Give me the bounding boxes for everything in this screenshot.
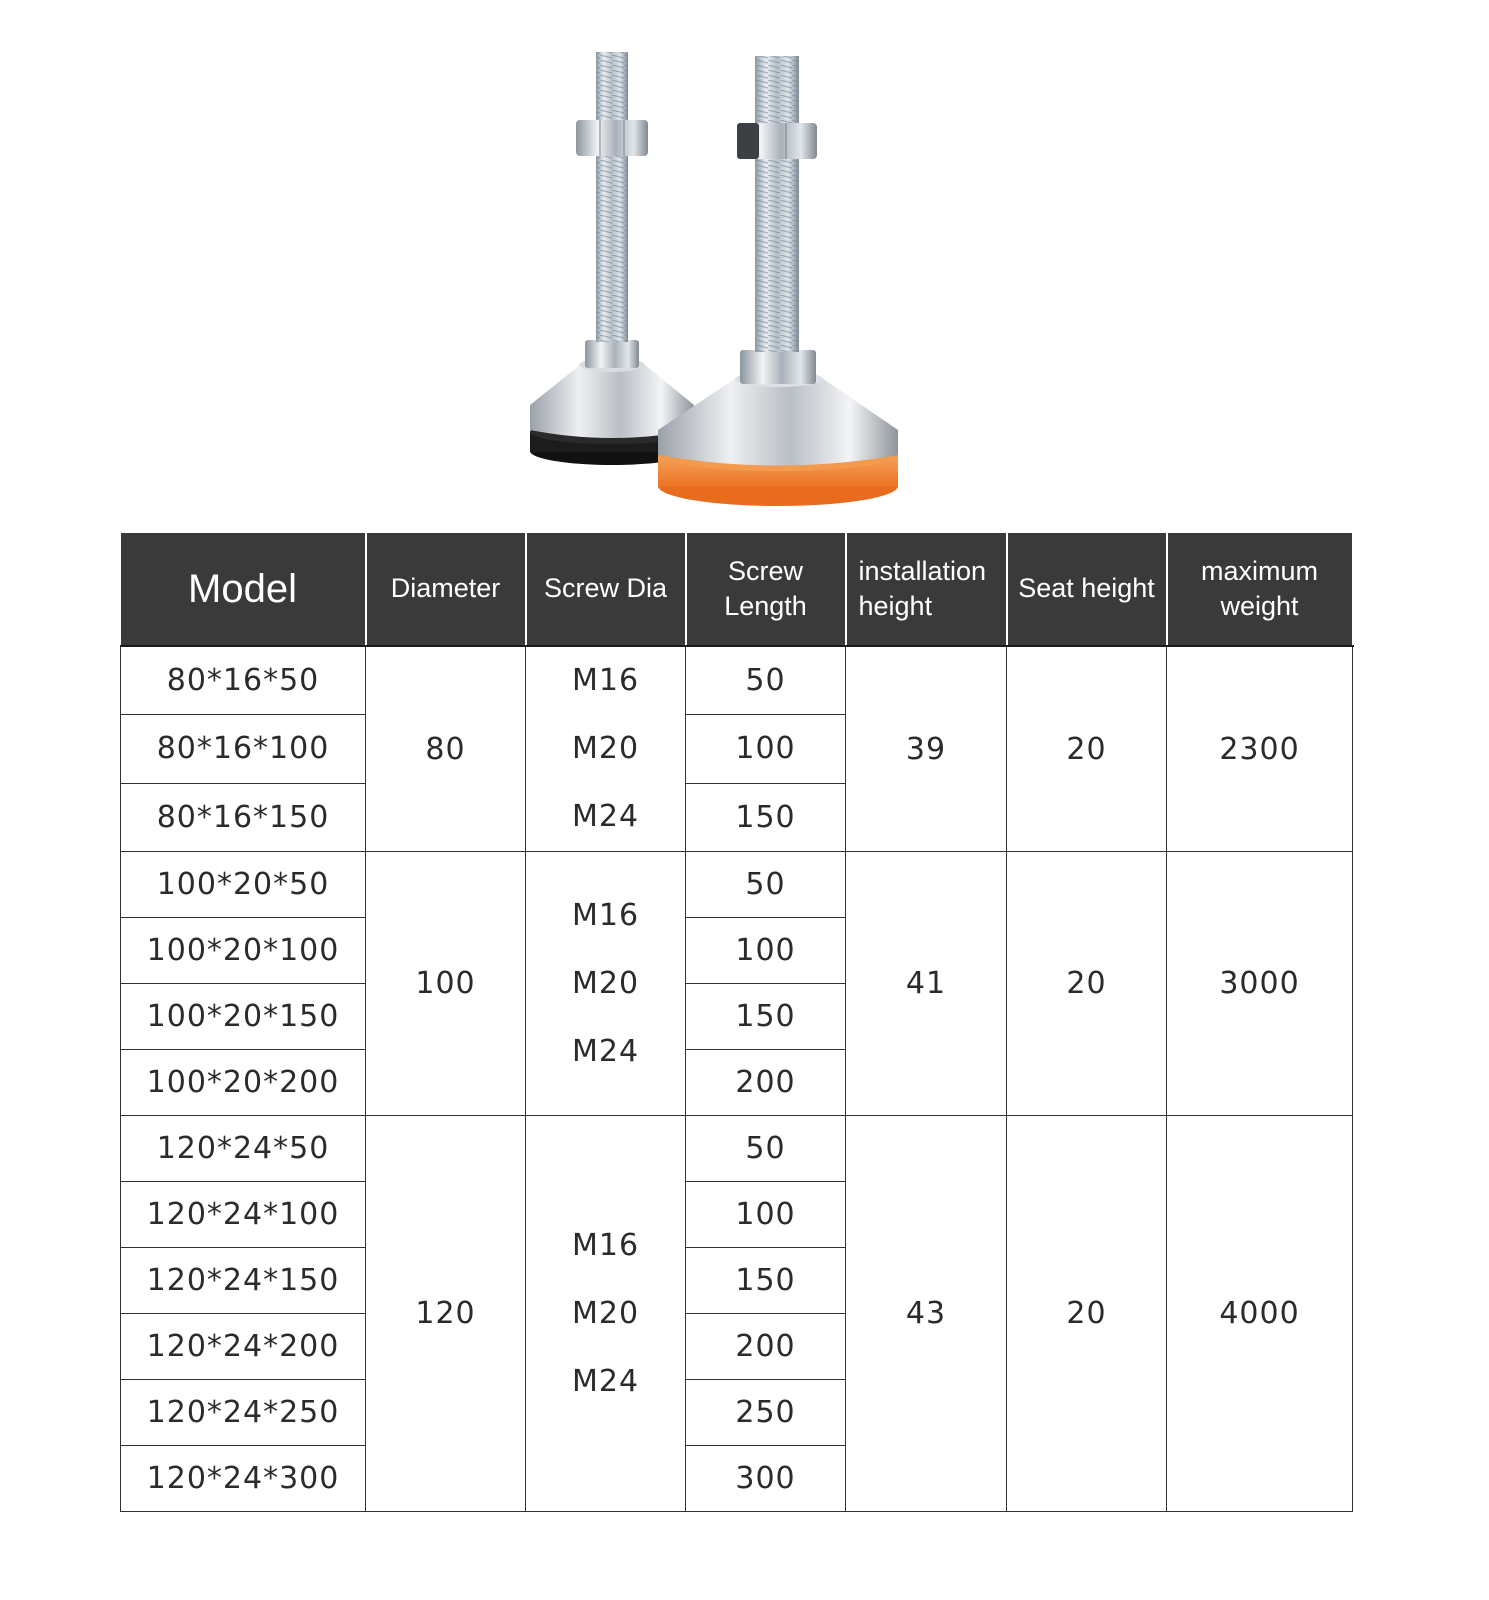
model-cell: 100*20*50 (121, 852, 366, 918)
screw-dia-value: M24 (571, 799, 640, 834)
header-screw-dia: Screw Dia (526, 533, 686, 646)
header-screw-length (686, 533, 846, 646)
table-row (121, 1116, 1353, 1182)
maximum-weight-cell: 3000 (1167, 852, 1353, 1116)
screw-dia-value: M16 (571, 897, 640, 933)
screw-length-cell: 150 (686, 984, 846, 1050)
model-cell: 80*16*100 (121, 715, 366, 784)
header-row (121, 533, 1353, 646)
installation-height-cell: 39 (846, 646, 1007, 852)
seat-height-cell: 20 (1007, 646, 1167, 852)
seat-height-cell: 20 (1007, 852, 1167, 1116)
screw-dia-value: M16 (571, 1227, 640, 1263)
screw-dia-cell (526, 852, 686, 1116)
diameter-cell: 120 (366, 1116, 526, 1512)
header-screw-length-line1: Screw (727, 555, 803, 586)
screw-length-cell: 50 (686, 852, 846, 918)
screw-length-cell: 100 (686, 918, 846, 984)
screw-dia-value: M16 (571, 663, 640, 698)
screw-length-cell: 100 (686, 715, 846, 784)
header-maximum-weight-line1: maximum (1200, 555, 1318, 586)
header-seat-height: Seat height (1007, 533, 1167, 646)
leveling-foot-orange-pad (658, 56, 898, 506)
screw-dia-value: M24 (571, 1363, 640, 1399)
screw-dia-value: M20 (571, 731, 640, 766)
model-cell: 120*24*200 (121, 1314, 366, 1380)
screw-dia-cell (526, 646, 686, 852)
installation-height-cell: 41 (846, 852, 1007, 1116)
leveling-foot-black-pad (530, 52, 694, 465)
screw-length-cell: 200 (686, 1314, 846, 1380)
screw-length-cell: 300 (686, 1446, 846, 1512)
table-row (121, 646, 1353, 715)
model-cell: 120*24*300 (121, 1446, 366, 1512)
model-cell: 120*24*50 (121, 1116, 366, 1182)
header-maximum-weight-line2: weight (1220, 591, 1299, 621)
screw-dia-cell (526, 1116, 686, 1512)
model-cell: 100*20*100 (121, 918, 366, 984)
diameter-cell: 80 (366, 646, 526, 852)
header-installation-height-line2: height (858, 591, 933, 621)
screw-length-cell: 50 (686, 1116, 846, 1182)
model-cell: 100*20*150 (121, 984, 366, 1050)
header-maximum-weight (1167, 533, 1353, 646)
product-photo (0, 0, 1489, 530)
seat-height-cell: 20 (1007, 1116, 1167, 1512)
installation-height-cell: 43 (846, 1116, 1007, 1512)
screw-length-cell: 250 (686, 1380, 846, 1446)
screw-length-cell: 200 (686, 1050, 846, 1116)
model-cell: 120*24*250 (121, 1380, 366, 1446)
specification-table (120, 533, 1354, 1512)
header-diameter: Diameter (366, 533, 526, 646)
screw-length-cell: 50 (686, 646, 846, 715)
model-cell: 120*24*100 (121, 1182, 366, 1248)
maximum-weight-cell: 2300 (1167, 646, 1353, 852)
header-screw-length-line2: Length (724, 591, 807, 621)
table-row (121, 852, 1353, 918)
model-cell: 100*20*200 (121, 1050, 366, 1116)
model-cell: 120*24*150 (121, 1248, 366, 1314)
header-installation-height-line1: installation (858, 555, 987, 586)
screw-length-cell: 150 (686, 1248, 846, 1314)
model-cell: 80*16*50 (121, 646, 366, 715)
maximum-weight-cell: 4000 (1167, 1116, 1353, 1512)
screw-dia-value: M20 (571, 965, 640, 1001)
diameter-cell: 100 (366, 852, 526, 1116)
screw-dia-value: M20 (571, 1295, 640, 1331)
screw-dia-value: M24 (571, 1033, 640, 1069)
header-model: Model (121, 533, 366, 646)
screw-length-cell: 100 (686, 1182, 846, 1248)
model-cell: 80*16*150 (121, 783, 366, 852)
header-installation-height (846, 533, 1007, 646)
screw-length-cell: 150 (686, 783, 846, 852)
